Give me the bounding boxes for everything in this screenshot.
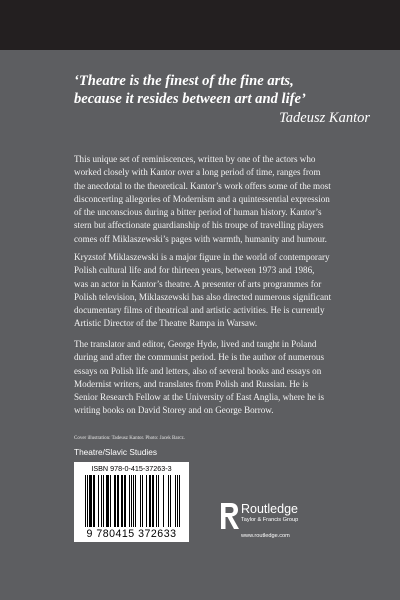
barcode-bar [103,475,104,527]
barcode-bar [163,475,164,527]
text-line: writing books on David Storey and on George Borrow. [74,405,274,416]
subject-category: Theatre/Slavic Studies [74,447,158,457]
text-line: This unique set of reminiscences, written by one of the actors who [74,154,316,164]
text-line: essays on Polish life and letters, also of several books and essays on [74,365,322,376]
barcode-bar [179,475,180,527]
text-line: stern but affectionate guardianship of his troupe of travelling players [74,220,324,231]
text-line: Kryzstof Miklaszewski is a major figure in the world of contemporary [74,252,330,262]
isbn-label: ISBN 978-0-415-37263-3 [91,464,172,473]
text-line: during and after the communist period. He is the author of numerous [74,352,325,363]
author-bio-paragraph [74,251,374,331]
barcode-bar [101,475,102,527]
text-line: Polish cultural life and for thirteen years, between 1973 and 1986, [74,265,315,276]
barcode-bar [153,475,154,527]
blurb-paragraph [74,153,374,246]
barcode-bar [125,475,126,527]
barcode-bar [91,475,92,527]
publisher-group: Taylor & Francis Group [241,517,299,523]
text-line: disconcerting allegories of Modernism and a quintessential expression [74,193,330,204]
isbn-barcode [74,462,189,542]
barcode-bar [89,475,90,527]
text-line: Artistic Director of the Theatre Rampa in Warsaw. [74,318,258,329]
barcode-bar [115,475,116,527]
quote-line: ‘Theatre is the finest of the fine arts, [74,73,294,89]
epigraph-quote [74,72,374,108]
barcode-bar [110,475,111,527]
barcode-number: 9 780415 372633 [86,528,177,540]
barcode-bar [124,475,125,527]
barcode-bar [87,475,88,527]
barcode-bar [146,475,147,527]
text-line: Polish television, Miklaszewski has also directed numerous significant [74,291,332,302]
barcode-bar [150,475,151,527]
barcode-bars [85,475,180,527]
barcode-bar [107,475,108,527]
routledge-logo-icon [219,502,241,532]
barcode-bar [94,475,95,527]
publisher-url: www.routledge.com [241,533,290,539]
barcode-bar [121,475,122,527]
barcode-bar [114,475,115,527]
barcode-bar [156,475,157,527]
text-line: Senior Research Fellow at the University of East Anglia, where he is [74,392,325,403]
barcode-bar [135,475,136,527]
translator-bio-paragraph [74,338,374,418]
text-line: documentary films of theatrical and artistic activities. He is currently [74,305,325,316]
barcode-bar [140,475,141,527]
barcode-bar [175,475,176,527]
publisher-block [219,502,339,542]
barcode-bar [152,475,153,527]
barcode-bar [168,475,169,527]
barcode-bar [85,475,86,527]
text-line: the anecdotal to the theoretical. Kantor’s work offers some of the most [74,180,331,191]
barcode-bar [98,475,99,527]
barcode-bar [108,475,109,527]
text-line: Modernist writers, and translates from Polish and Russian. He is [74,378,309,389]
barcode-bar [131,475,132,527]
barcode-bar [149,475,150,527]
barcode-bar [170,475,171,527]
barcode-bar [122,475,123,527]
barcode-bar [93,475,94,527]
barcode-bar [142,475,143,527]
barcode-bar [118,475,119,527]
barcode-bar [106,475,107,527]
barcode-bar [129,475,130,527]
quote-attribution: Tadeusz Kantor [279,110,370,126]
barcode-bar [117,475,118,527]
barcode-bar [177,475,178,527]
text-line: was an actor in Kantor’s theatre. A presenter of arts programmes for [74,278,322,289]
publisher-name: Routledge [241,502,298,516]
text-line: worked closely with Kantor over a long period of time, ranges from [74,167,321,178]
barcode-bar [90,475,91,527]
text-line: of the unconscious during a bitter period of human history. Kantor’s [74,207,322,218]
quote-line: because it resides between art and life’ [74,91,306,107]
text-line: comes off Miklaszewski’s pages with warmth, humanity and humour. [74,233,327,244]
text-line: The translator and editor, George Hyde, lived and taught in Poland [74,339,317,349]
barcode-bar [133,475,134,527]
cover-illustration-credit: Cover illustration: Tadeusz Kantor. Photo: Jacek Barcz. [74,436,185,441]
barcode-bar [158,475,159,527]
top-band [0,0,400,50]
